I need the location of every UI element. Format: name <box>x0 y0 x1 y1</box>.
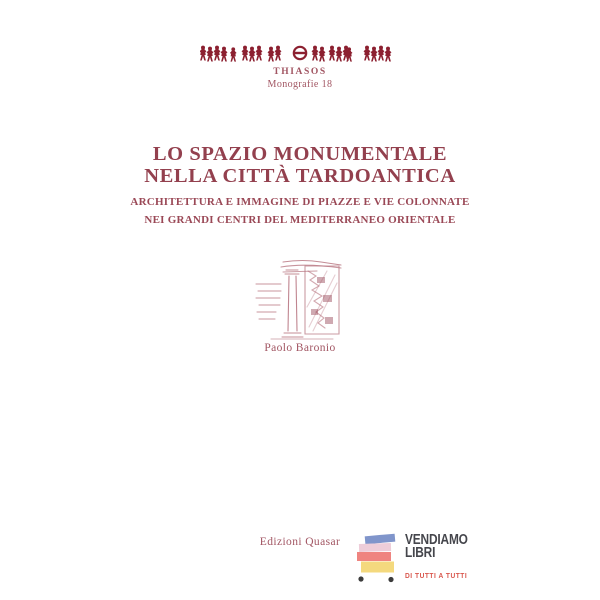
book-subtitle <box>0 193 600 229</box>
author-name: Paolo Baronio <box>264 342 336 354</box>
series-issue: Monografie 18 <box>267 79 333 90</box>
book-subtitle-line2: NEI GRANDI CENTRI DEL MEDITERRANEO ORIENTALE <box>144 214 456 226</box>
book-title-line1: LO SPAZIO MONUMENTALE <box>152 143 448 165</box>
architectural-ruins-sketch-icon <box>253 257 347 341</box>
seller-badge-text <box>405 534 482 580</box>
book-title <box>0 143 600 187</box>
book-subtitle-line1: ARCHITETTURA E IMMAGINE DI PIAZZE E VIE COLONNATE <box>130 196 470 208</box>
thiasos-dancers-frieze-icon <box>200 44 400 64</box>
seller-tagline: DI TUTTI A TUTTI <box>405 571 468 580</box>
seller-badge <box>353 530 473 592</box>
seller-brand-line1: VENDIAMO <box>405 532 468 548</box>
seller-brand-line2: LIBRI <box>405 545 436 561</box>
book-cart-icon <box>353 530 399 588</box>
publisher-name: Edizioni Quasar <box>259 536 341 548</box>
book-title-line2: NELLA CITTÀ TARDOANTICA <box>144 165 456 187</box>
series-name: THIASOS <box>273 67 327 77</box>
